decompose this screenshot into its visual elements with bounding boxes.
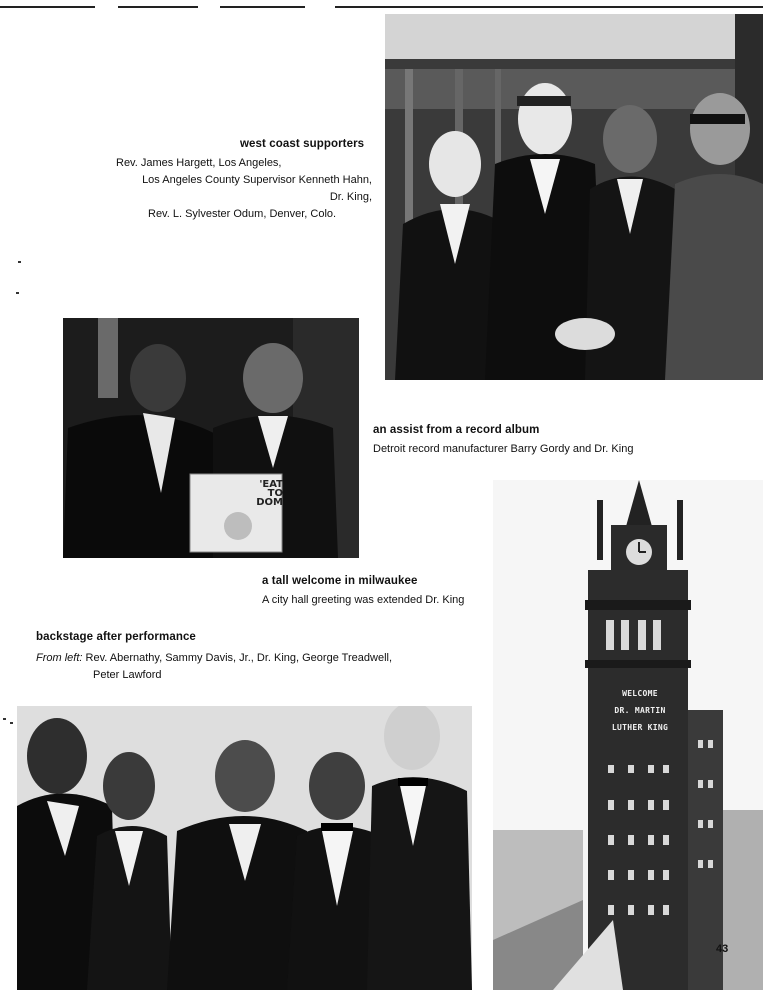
backstage-line-1 bbox=[36, 650, 392, 667]
banner-line-2: DR. MARTIN bbox=[614, 706, 666, 715]
photo-milwaukee-city-hall bbox=[493, 480, 763, 990]
top-rule-3 bbox=[220, 6, 305, 8]
album-text bbox=[233, 480, 283, 507]
album-text-line-3: DOM bbox=[256, 497, 283, 508]
backstage-names-line-1: Rev. Abernathy, Sammy Davis, Jr., Dr. King, George Treadwell, bbox=[85, 652, 393, 664]
top-rule-4 bbox=[335, 6, 763, 8]
speck bbox=[16, 292, 19, 294]
record-album-heading: an assist from a record album bbox=[373, 424, 540, 436]
photo-west-coast-supporters bbox=[385, 14, 763, 380]
west-coast-line-2: Los Angeles County Supervisor Kenneth Hahn, bbox=[142, 174, 372, 186]
west-coast-line-1: Rev. James Hargett, Los Angeles, bbox=[116, 157, 282, 169]
album-text-line-2: TO bbox=[267, 488, 283, 499]
speck bbox=[18, 261, 21, 263]
west-coast-line-4: Rev. L. Sylvester Odum, Denver, Colo. bbox=[148, 208, 337, 220]
milwaukee-caption: A city hall greeting was extended Dr. King bbox=[262, 594, 465, 606]
speck bbox=[10, 722, 13, 724]
top-rule-1 bbox=[0, 6, 95, 8]
record-album-caption: Detroit record manufacturer Barry Gordy and Dr. King bbox=[373, 443, 634, 455]
backstage-line-2: Peter Lawford bbox=[93, 669, 162, 681]
banner-line-1: WELCOME bbox=[622, 689, 658, 698]
from-left-label: From left: bbox=[36, 652, 83, 664]
west-coast-line-3: Dr. King, bbox=[329, 191, 372, 203]
west-coast-heading: west coast supporters bbox=[240, 138, 365, 150]
milwaukee-heading: a tall welcome in milwaukee bbox=[262, 575, 418, 587]
banner-line-3: LUTHER KING bbox=[611, 723, 669, 732]
album-text-line-1: 'EAT bbox=[259, 479, 283, 490]
backstage-heading: backstage after performance bbox=[36, 631, 196, 643]
photo-record-album bbox=[63, 318, 359, 558]
welcome-banner bbox=[595, 685, 685, 736]
speck bbox=[3, 718, 6, 720]
top-rule-2 bbox=[118, 6, 198, 8]
page-number: 43 bbox=[716, 943, 729, 955]
photo-backstage-group bbox=[17, 706, 472, 990]
